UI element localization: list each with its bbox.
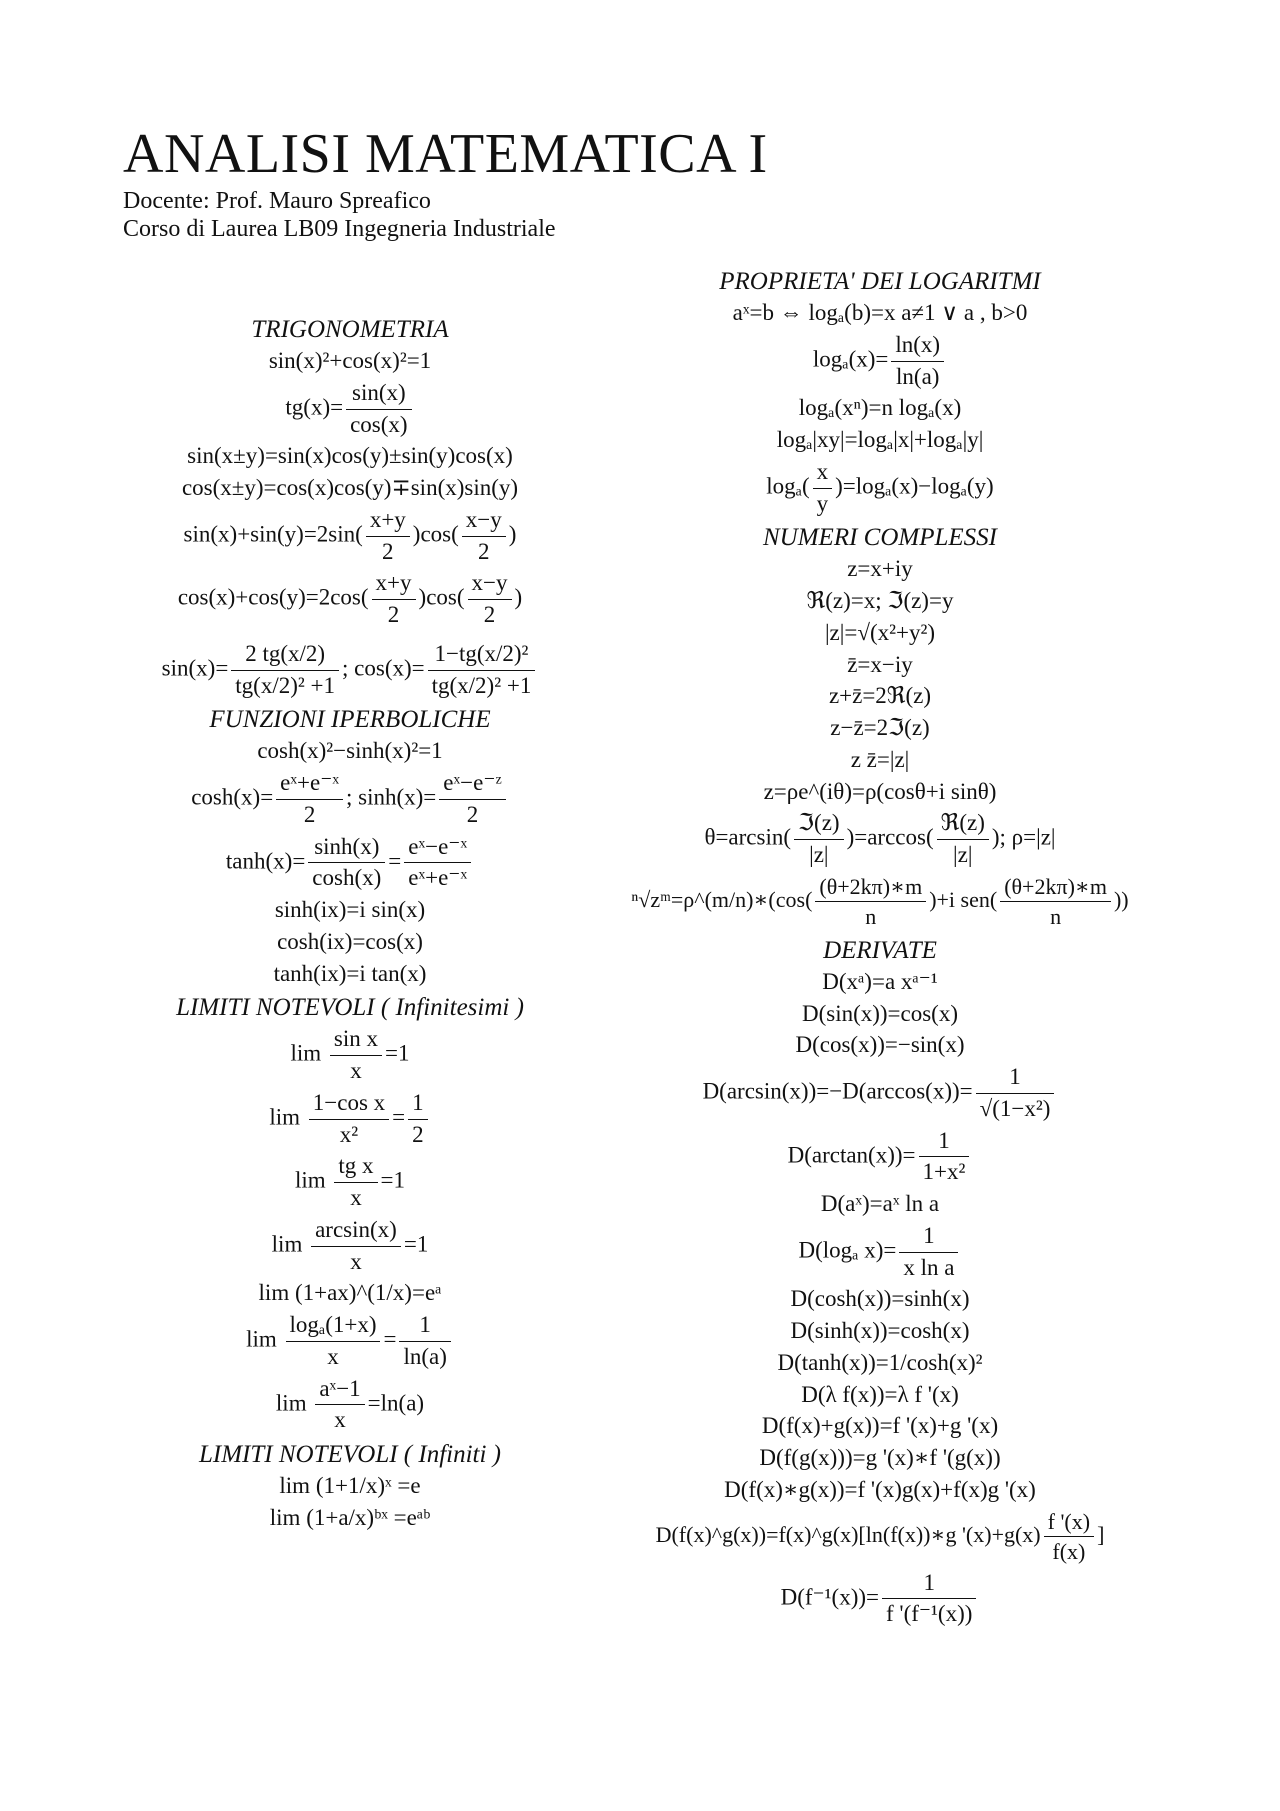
fraction [404, 833, 471, 894]
fraction-numerator: sin(x) [346, 379, 411, 410]
fraction [315, 1375, 364, 1436]
formula-log-2 [570, 331, 1190, 392]
formula-part: ) [508, 521, 517, 547]
formula-lim-6 [115, 1311, 585, 1372]
formula-log-4: logₐ|xy|=logₐ|x|+logₐ|y| [776, 427, 984, 452]
fraction-denominator: tg(x/2)² +1 [235, 672, 336, 698]
formula-der-14: D(f(x)∗g(x))=f '(x)g(x)+f(x)g '(x) [724, 1476, 1036, 1502]
fraction-denominator: x [350, 1248, 362, 1274]
formula-compl-3: |z|=√(x²+y²) [824, 619, 936, 645]
fraction-numerator: (θ+2kπ)∗m [815, 873, 926, 903]
formula-compl-4: z̄=x−iy [847, 651, 913, 677]
fraction-denominator: x [350, 1058, 362, 1083]
formula-part: cos(x)+cos(y)=2cos( [177, 584, 369, 610]
fraction-denominator: y [816, 490, 829, 516]
formula-iperb-4: sinh(ix)=i sin(x) [274, 897, 426, 922]
fraction-numerator: x+y [372, 569, 416, 600]
formula-trig-5 [115, 506, 585, 567]
section-numeri-complessi: NUMERI COMPLESSI [763, 524, 997, 552]
formula-compl-5: z+z̄=2ℜ(z) [828, 683, 932, 709]
course-line: Corso di Laurea LB09 Ingegneria Industriale [123, 216, 556, 242]
formula-log-1: aˣ=b ⇔ logₐ(b)=x a≠1 ∨ a , b>0 [732, 300, 1028, 325]
fraction [311, 1216, 401, 1277]
formula-part: ; sinh(x)= [346, 784, 437, 810]
fraction-numerator: f '(x) [1044, 1508, 1094, 1538]
formula-part: )cos( [418, 584, 465, 610]
formula-trig-1: sin(x)²+cos(x)²=1 [268, 348, 432, 373]
fraction-numerator: sinh(x) [308, 833, 385, 864]
formula-der-10: D(tanh(x))=1/cosh(x)² [777, 1349, 983, 1375]
fraction [1000, 873, 1111, 931]
fraction-denominator: tg(x/2)² +1 [431, 672, 532, 698]
formula-der-1: D(xᵃ)=a xᵃ⁻¹ [822, 968, 938, 994]
formula-part: =1 [385, 1040, 410, 1066]
fraction [408, 1089, 428, 1150]
formula-part: θ=arcsin( [704, 824, 792, 850]
formula-part: lim [290, 1040, 322, 1066]
fraction [462, 506, 506, 567]
formula-part: ; cos(x)= [342, 655, 425, 681]
formula-part: ] [1097, 1521, 1105, 1547]
fraction [937, 809, 989, 870]
fraction-numerator: ℑ(z) [794, 809, 844, 840]
fraction [309, 1089, 389, 1150]
left-column [115, 310, 585, 1536]
fraction-numerator: 1 [976, 1063, 1055, 1094]
fraction [428, 640, 536, 701]
fraction [286, 1311, 381, 1372]
formula-part: ); ρ=|z| [991, 824, 1056, 850]
fraction-numerator: eˣ−e⁻ᶻ [439, 769, 505, 800]
fraction [899, 1222, 958, 1283]
fraction-denominator: n [1050, 904, 1062, 930]
fraction-denominator: n [865, 904, 877, 930]
formula-der-8: D(cosh(x))=sinh(x) [790, 1286, 970, 1312]
formula-part: )) [1113, 886, 1129, 912]
fraction-denominator: x ln a [903, 1254, 955, 1280]
formula-iperb-6: tanh(ix)=i tan(x) [273, 960, 427, 986]
fraction [813, 458, 833, 519]
formula-part: lim [269, 1104, 301, 1130]
formula-lim-infty-2: lim (1+a/x)ᵇˣ =eᵃᵇ [269, 1504, 431, 1530]
fraction-denominator: |z| [809, 842, 829, 867]
formula-compl-7: z z̄=|z| [850, 746, 910, 772]
formula-part: lim [275, 1390, 307, 1416]
section-logaritmi: PROPRIETA' DEI LOGARITMI [719, 268, 1041, 295]
fraction-numerator: (θ+2kπ)∗m [1000, 873, 1111, 903]
fraction-denominator: 2 [483, 602, 496, 627]
fraction-numerator: 1−tg(x/2)² [428, 640, 536, 671]
fraction-denominator: 2 [412, 1121, 424, 1147]
fraction [468, 569, 512, 630]
formula-log-3: logₐ(xⁿ)=n logₐ(x) [798, 395, 962, 421]
fraction [366, 506, 410, 567]
fraction-denominator: f(x) [1052, 1539, 1086, 1564]
formula-iperb-2 [115, 769, 585, 830]
formula-part: D(arctan(x))= [787, 1142, 916, 1168]
teacher-line: Docente: Prof. Mauro Spreafico [123, 188, 431, 214]
fraction [308, 833, 385, 894]
page-title: ANALISI MATEMATICA I [123, 123, 768, 185]
fraction-numerator: ℜ(z) [937, 809, 989, 840]
formula-part: )cos( [412, 521, 459, 547]
formula-compl-9 [570, 809, 1190, 870]
fraction-denominator: 2 [303, 801, 316, 827]
formula-compl-2: ℜ(z)=x; ℑ(z)=y [806, 588, 954, 613]
fraction-denominator: 2 [382, 538, 394, 564]
formula-part: =1 [403, 1231, 429, 1257]
formula-trig-3: sin(x±y)=sin(x)cos(y)±sin(y)cos(x) [187, 443, 513, 469]
formula-part: tanh(x)= [225, 848, 306, 874]
fraction-numerator: tg x [334, 1152, 377, 1183]
fraction-denominator: 2 [466, 801, 479, 827]
fraction-denominator: x² [339, 1121, 359, 1147]
fraction-numerator: x−y [468, 569, 512, 600]
formula-iperb-3 [115, 833, 585, 894]
formula-der-7 [570, 1222, 1190, 1283]
fraction-denominator: ln(a) [403, 1343, 447, 1369]
formula-part: D(logₐ x)= [798, 1237, 897, 1263]
formula-der-11: D(λ f(x))=λ f '(x) [801, 1381, 959, 1407]
fraction [276, 769, 343, 830]
formula-der-6: D(aˣ)=aˣ ln a [820, 1191, 940, 1216]
formula-der-13: D(f(g(x)))=g '(x)∗f '(g(x)) [759, 1445, 1001, 1470]
formula-part: tg(x)= [285, 394, 344, 420]
formula-der-16 [570, 1569, 1190, 1630]
fraction-denominator: x [350, 1185, 362, 1210]
fraction [372, 569, 416, 630]
fraction-numerator: ln(x) [891, 331, 944, 362]
fraction-numerator: arcsin(x) [311, 1216, 401, 1247]
fraction [334, 1152, 377, 1213]
fraction [976, 1063, 1055, 1124]
fraction-denominator: x [327, 1343, 339, 1369]
section-trigonometria: TRIGONOMETRIA [251, 316, 449, 343]
formula-part: ⁿ√zᵐ=ρ^(m/n)∗(cos( [631, 886, 813, 912]
formula-part: cosh(x)= [191, 784, 274, 810]
fraction-numerator: 1−cos x [309, 1089, 389, 1120]
formula-lim-7 [115, 1375, 585, 1436]
fraction-numerator: eˣ+e⁻ˣ [276, 769, 343, 800]
formula-part: logₐ(x)= [812, 346, 889, 372]
formula-part: =1 [380, 1167, 406, 1193]
formula-part: sin(x)+sin(y)=2sin( [183, 521, 363, 547]
fraction-numerator: x−y [462, 506, 506, 537]
formula-compl-10 [570, 873, 1190, 931]
formula-der-2: D(sin(x))=cos(x) [801, 1000, 959, 1026]
fraction-numerator: x+y [366, 506, 410, 537]
fraction-numerator: logₐ(1+x) [286, 1311, 381, 1342]
formula-lim-infty-1: lim (1+1/x)ˣ =e [279, 1473, 421, 1498]
fraction [882, 1569, 976, 1630]
formula-part: sin(x)= [161, 655, 229, 681]
fraction-numerator: 1 [919, 1127, 970, 1158]
section-funzioni-iperboliche: FUNZIONI IPERBOLICHE [209, 706, 491, 734]
formula-part: logₐ( [766, 473, 810, 499]
fraction-numerator: 1 [399, 1311, 450, 1342]
formula-part: = [392, 1104, 406, 1130]
formula-compl-8: z=ρe^(iθ)=ρ(cosθ+i sinθ) [763, 778, 997, 804]
formula-log-5 [570, 458, 1190, 519]
formula-compl-6: z−z̄=2ℑ(z) [830, 715, 930, 740]
fraction-numerator: 2 tg(x/2) [231, 640, 339, 671]
formula-part: D(f(x)^g(x))=f(x)^g(x)[ln(f(x))∗g '(x)+g(x) [655, 1521, 1041, 1547]
fraction-denominator: f '(f⁻¹(x)) [886, 1601, 973, 1627]
fraction-denominator: cos(x) [350, 411, 408, 437]
fraction-denominator: cosh(x) [312, 865, 382, 891]
fraction-numerator: 1 [899, 1222, 958, 1253]
fraction-denominator: 2 [387, 602, 400, 627]
formula-part: )=logₐ(x)−logₐ(y) [835, 473, 994, 499]
formula-part: = [388, 848, 402, 874]
fraction [439, 769, 505, 830]
fraction-numerator: 1 [408, 1089, 428, 1120]
fraction [346, 379, 411, 440]
formula-part: = [383, 1326, 397, 1352]
formula-part: D(f⁻¹(x))= [780, 1584, 880, 1610]
section-limiti-infiniti: LIMITI NOTEVOLI ( Infiniti ) [198, 1441, 502, 1468]
fraction-numerator: sin x [330, 1025, 382, 1056]
fraction-denominator: 2 [478, 538, 490, 564]
formula-part: )=arccos( [846, 824, 934, 850]
formula-trig-2 [115, 379, 585, 440]
fraction-denominator: x [334, 1407, 346, 1433]
fraction-denominator: ln(a) [896, 363, 940, 389]
formula-part: D(arcsin(x))=−D(arccos(x))= [702, 1078, 973, 1104]
fraction [231, 640, 339, 701]
formula-der-9: D(sinh(x))=cosh(x) [790, 1318, 970, 1343]
fraction-denominator: |z| [953, 842, 973, 867]
formula-lim-3 [115, 1152, 585, 1213]
formula-trig-6 [115, 569, 585, 630]
fraction-denominator: √(1−x²) [979, 1095, 1051, 1121]
fraction [794, 809, 844, 870]
formula-lim-5: lim (1+ax)^(1/x)=eᵃ [258, 1280, 442, 1306]
fraction [1044, 1508, 1094, 1566]
fraction [815, 873, 926, 931]
formula-trig-7 [115, 640, 585, 701]
formula-part: lim [294, 1167, 326, 1193]
fraction [330, 1025, 382, 1086]
formula-part: )+i sen( [929, 886, 998, 912]
fraction-numerator: aˣ−1 [315, 1375, 364, 1406]
formula-der-3: D(cos(x))=−sin(x) [795, 1032, 965, 1058]
formula-part: lim [271, 1231, 303, 1257]
formula-der-5 [570, 1127, 1190, 1188]
fraction [891, 331, 944, 392]
fraction-numerator: x [813, 458, 833, 489]
formula-part: =ln(a) [367, 1390, 425, 1416]
fraction-numerator: 1 [882, 1569, 976, 1600]
formula-lim-1 [115, 1025, 585, 1086]
section-derivate: DERIVATE [823, 936, 937, 964]
fraction [399, 1311, 450, 1372]
fraction-denominator: eˣ+e⁻ˣ [408, 865, 468, 891]
formula-der-4 [570, 1063, 1190, 1124]
section-limiti-infinitesimi: LIMITI NOTEVOLI ( Infinitesimi ) [176, 994, 524, 1022]
formula-part: lim [246, 1326, 277, 1352]
formula-der-12: D(f(x)+g(x))=f '(x)+g '(x) [761, 1413, 999, 1439]
formula-lim-4 [115, 1216, 585, 1277]
formula-iperb-1: cosh(x)²−sinh(x)²=1 [257, 738, 443, 764]
formula-part: ) [514, 584, 523, 610]
fraction-numerator: eˣ−e⁻ˣ [404, 833, 471, 864]
right-column [570, 262, 1190, 1632]
formula-compl-1: z=x+iy [847, 556, 913, 582]
formula-trig-4: cos(x±y)=cos(x)cos(y)∓sin(x)sin(y) [181, 475, 519, 500]
formula-lim-2 [115, 1089, 585, 1150]
formula-iperb-5: cosh(ix)=cos(x) [277, 928, 423, 954]
fraction-denominator: 1+x² [922, 1159, 966, 1185]
formula-der-15 [570, 1508, 1190, 1566]
fraction [919, 1127, 970, 1188]
